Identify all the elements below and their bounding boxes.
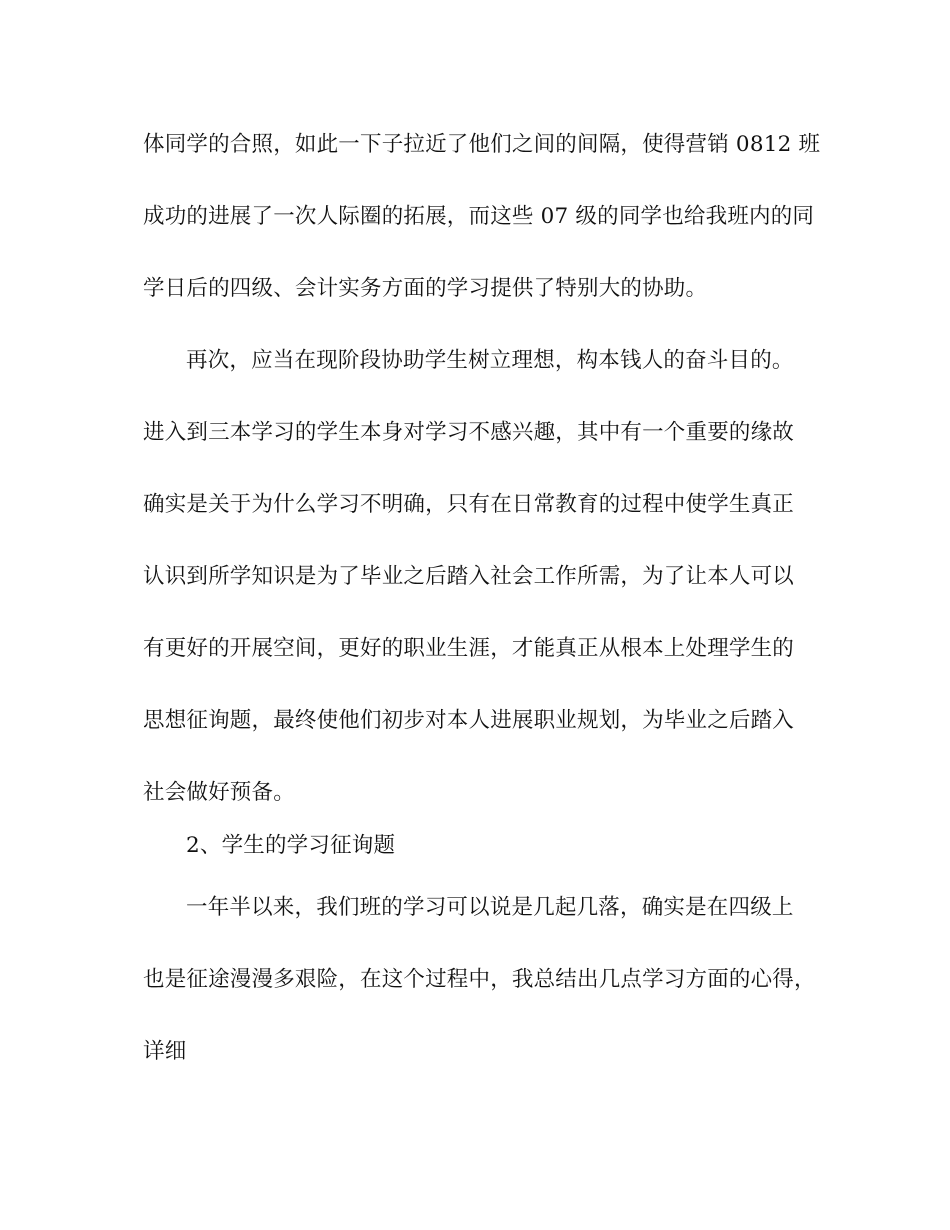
paragraph-line: 思想征询题，最终使他们初步对本人进展职业规划，为毕业之后踏入 [143,708,795,733]
paragraph-line: 体同学的合照，如此一下子拉近了他们之间的间隔，使得营销 0812 班 [143,132,821,157]
paragraph-line: 确实是关于为什么学习不明确，只有在日常教育的过程中使学生真正 [143,492,795,517]
paragraph-line: 详细 [143,1039,187,1064]
section-heading: 2、学生的学习征询题 [186,833,396,858]
paragraph-line: 认识到所学知识是为了毕业之后踏入社会工作所需，为了让本人可以 [143,564,795,589]
paragraph-line: 社会做好预备。 [143,780,295,805]
paragraph-line: 再次，应当在现阶段协助学生树立理想，构本钱人的奋斗目的。 [186,348,794,373]
paragraph-line: 学日后的四级、会计实务方面的学习提供了特别大的协助。 [143,276,708,301]
paragraph-line: 也是征途漫漫多艰险，在这个过程中，我总结出几点学习方面的心得， [143,967,816,992]
paragraph-line: 一年半以来，我们班的学习可以说是几起几落，确实是在四级上 [186,895,794,920]
paragraph-line: 有更好的开展空间，更好的职业生涯，才能真正从根本上处理学生的 [143,636,795,661]
paragraph-line: 进入到三本学习的学生本身对学习不感兴趣，其中有一个重要的缘故 [143,420,795,445]
paragraph-line: 成功的进展了一次人际圈的拓展，而这些 07 级的同学也给我班内的同 [143,204,815,229]
